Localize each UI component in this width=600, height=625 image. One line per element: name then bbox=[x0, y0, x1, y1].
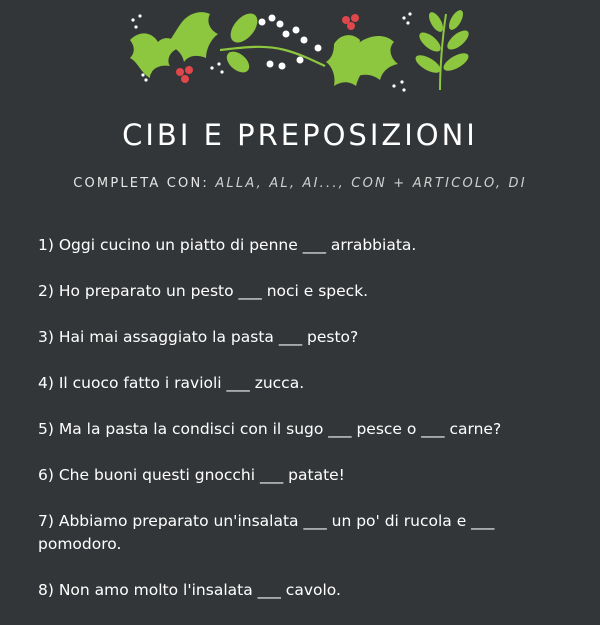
holly-decoration bbox=[0, 0, 600, 110]
exercise-item: 3) Hai mai assaggiato la pasta ___ pesto? bbox=[38, 328, 359, 346]
exercise-item: 1) Oggi cucino un piatto di penne ___ arrabbiata. bbox=[38, 236, 417, 254]
exercise-item: 7) Abbiamo preparato un'insalata ___ un po' di rucola e ___ pomodoro. bbox=[38, 512, 495, 553]
exercise-item: 8) Non amo molto l'insalata ___ cavolo. bbox=[38, 581, 341, 599]
instructions bbox=[0, 176, 600, 191]
leaf-sprig-icon bbox=[413, 8, 472, 90]
berries-icon bbox=[342, 14, 359, 30]
instructions-prefix: COMPLETA CON: bbox=[73, 176, 209, 191]
berries-icon bbox=[176, 66, 193, 83]
instructions-options: ALLA, AL, AI..., CON + ARTICOLO, DI bbox=[215, 176, 527, 191]
exercise-item: 5) Ma la pasta la condisci con il sugo ___ pesce o ___ carne? bbox=[38, 420, 502, 438]
exercise-item: 4) Il cuoco fatto i ravioli ___ zucca. bbox=[38, 374, 305, 392]
mistletoe-icon bbox=[220, 9, 325, 77]
exercise-item: 6) Che buoni questi gnocchi ___ patate! bbox=[38, 466, 345, 484]
holly-leaves-icon bbox=[326, 35, 398, 86]
holly-leaves-icon bbox=[130, 12, 218, 78]
page-title: CIBI E PREPOSIZIONI bbox=[122, 118, 478, 152]
exercise-list bbox=[38, 234, 578, 625]
exercise-item: 2) Ho preparato un pesto ___ noci e speck. bbox=[38, 282, 369, 300]
